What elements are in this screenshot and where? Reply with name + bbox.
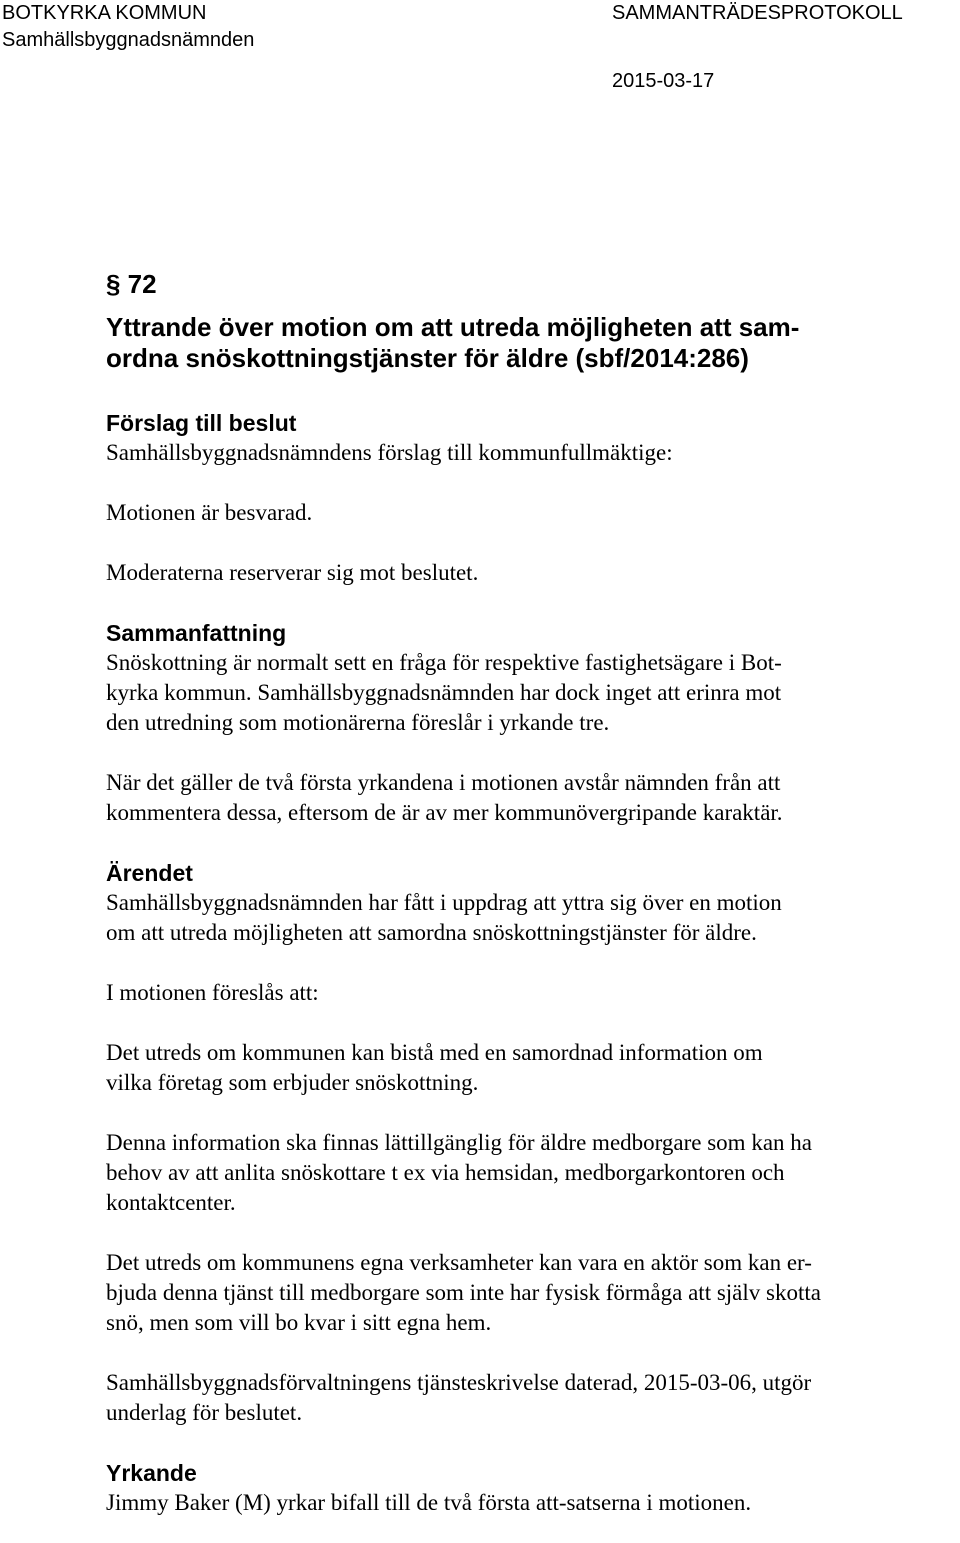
item-title-line: Yttrande över motion om att utreda möjligheten att sam-: [106, 312, 800, 342]
arendet-paragraph-3: [106, 1038, 926, 1098]
municipality-name: BOTKYRKA KOMMUN: [2, 2, 207, 24]
text-line: kontaktcenter.: [106, 1190, 236, 1215]
text-line: När det gäller de två första yrkandena i motionen avstår nämnden från att: [106, 770, 781, 795]
arendet-paragraph-4: [106, 1128, 926, 1218]
text-line: vilka företag som erbjuder snöskottning.: [106, 1070, 479, 1095]
text-line: Det utreds om kommunens egna verksamheter kan vara en aktör som kan er-: [106, 1250, 812, 1275]
text-line: snö, men som vill bo kvar i sitt egna hem.: [106, 1310, 492, 1335]
meeting-date: 2015-03-17: [612, 70, 715, 92]
text-line: Samhällsbyggnadsnämnden har fått i uppdrag att yttra sig över en motion: [106, 890, 782, 915]
text-line: kommentera dessa, eftersom de är av mer kommunövergripande karaktär.: [106, 800, 783, 825]
text-line: behov av att anlita snöskottare t ex via hemsidan, medborgarkontoren och: [106, 1160, 785, 1185]
section-heading-forslag: Förslag till beslut: [106, 410, 297, 436]
item-title: [106, 312, 926, 374]
section-heading-arendet: Ärendet: [106, 860, 193, 886]
item-title-line: ordna snöskottningstjänster för äldre (sbf/2014:286): [106, 343, 749, 373]
paragraph-number: § 72: [106, 269, 157, 299]
forslag-reservation: Moderaterna reserverar sig mot beslutet.: [106, 560, 479, 585]
arendet-paragraph-2: I motionen föreslås att:: [106, 980, 319, 1005]
text-line: Denna information ska finnas lättillgänglig för äldre medborgare som kan ha: [106, 1130, 812, 1155]
yrkande-text: Jimmy Baker (M) yrkar bifall till de två första att-satserna i motionen.: [106, 1490, 752, 1515]
forslag-decision: Motionen är besvarad.: [106, 500, 313, 525]
sammanfattning-paragraph-2: [106, 768, 926, 828]
section-heading-sammanfattning: Sammanfattning: [106, 620, 287, 646]
sammanfattning-paragraph-1: [106, 648, 926, 738]
arendet-paragraph-6: [106, 1368, 926, 1428]
document-type: SAMMANTRÄDESPROTOKOLL: [612, 2, 903, 24]
text-line: om att utreda möjligheten att samordna snöskottningstjänster för äldre.: [106, 920, 757, 945]
text-line: den utredning som motionärerna föreslår i yrkande tre.: [106, 710, 610, 735]
text-line: Snöskottning är normalt sett en fråga för respektive fastighetsägare i Bot-: [106, 650, 782, 675]
text-line: Samhällsbyggnadsförvaltningens tjänsteskrivelse daterad, 2015-03-06, utgör: [106, 1370, 812, 1395]
committee-name: Samhällsbyggnadsnämnden: [2, 29, 255, 51]
protocol-content: [106, 268, 926, 1518]
arendet-paragraph-1: [106, 888, 926, 948]
forslag-intro: Samhällsbyggnadsnämndens förslag till kommunfullmäktige:: [106, 440, 673, 465]
text-line: kyrka kommun. Samhällsbyggnadsnämnden har dock inget att erinra mot: [106, 680, 782, 705]
text-line: bjuda denna tjänst till medborgare som inte har fysisk förmåga att själv skotta: [106, 1280, 821, 1305]
section-heading-yrkande: Yrkande: [106, 1460, 197, 1486]
text-line: Det utreds om kommunen kan bistå med en samordnad information om: [106, 1040, 763, 1065]
arendet-paragraph-5: [106, 1248, 926, 1338]
text-line: underlag för beslutet.: [106, 1400, 303, 1425]
